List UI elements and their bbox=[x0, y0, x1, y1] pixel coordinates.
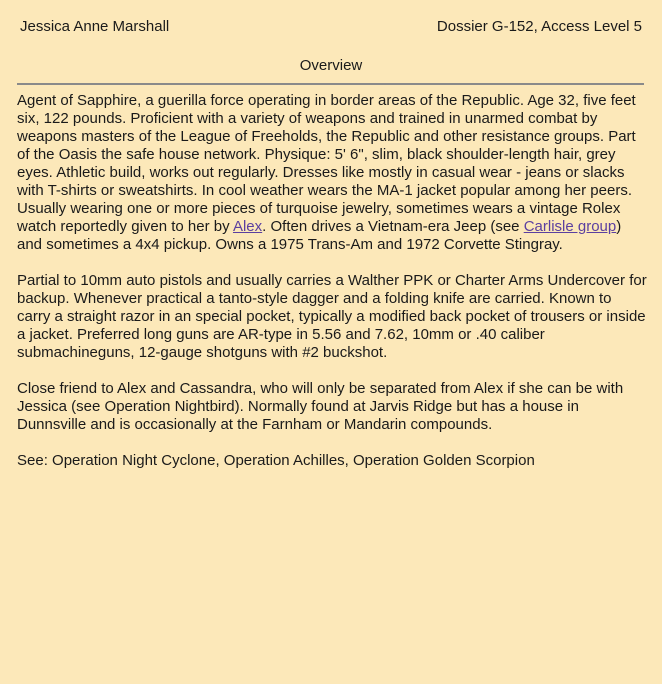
section-title: Overview bbox=[299, 57, 363, 74]
profile-paragraph bbox=[17, 92, 647, 254]
profile-text-b: . Often drives a Vietnam-era Jeep (see bbox=[262, 218, 524, 235]
dossier-body bbox=[17, 92, 647, 488]
header-divider bbox=[17, 83, 644, 85]
alex-link[interactable]: Alex bbox=[232, 218, 263, 235]
associates-paragraph: Close friend to Alex and Cassandra, who will only be separated from Alex if she can be with Jessica (see Operation Nightbird). Normally found at Jarvis Ridge but has a house in Dunnsville and is occasionally at the Farnham or Mandarin compounds. bbox=[17, 380, 624, 433]
see-also-paragraph: See: Operation Night Cyclone, Operation Achilles, Operation Golden Scorpion bbox=[17, 452, 535, 469]
dossier-header bbox=[20, 18, 642, 38]
profile-text-a: Agent of Sapphire, a guerilla force operating in border areas of the Republic. Age 32, five feet six, 122 pounds. Proficient with a variety of weapons and trained in unarmed combat by weapons masters of the League of Freeholds, the Republic and other resistance groups. Part of the Oasis the safe house network. Physique: 5' 6", slim, black shoulder-length hair, grey eyes. Athletic build, works out regularly. Dresses like mostly in casual wear - jeans or slacks with T-shirts or sweatshirts. In cool weather wears the MA-1 jacket popular among her peers. Usually wearing one or more pieces of turquoise jewelry, sometimes wears a vintage Rolex watch reportedly given to her by bbox=[17, 92, 636, 235]
weapons-paragraph: Partial to 10mm auto pistols and usually carries a Walther PPK or Charter Arms Undercover for backup. Whenever practical a tanto-style dagger and a folding knife are carried. Known to carry a straight razor in an special pocket, typically a modified back pocket of trousers or inside a jacket. Preferred long guns are AR-type in 5.56 and 7.62, 10mm or .40 caliber submachineguns, 12-gauge shotguns with #2 buckshot. bbox=[17, 272, 647, 361]
carlisle-group-link[interactable]: Carlisle group bbox=[523, 218, 617, 235]
dossier-id: Dossier G-152, Access Level 5 bbox=[436, 18, 642, 35]
profile-text-c: ) and sometimes a 4x4 pickup. Owns a 1975 Trans-Am and 1972 Corvette Stingray. bbox=[17, 218, 622, 253]
agent-name: Jessica Anne Marshall bbox=[20, 18, 170, 35]
